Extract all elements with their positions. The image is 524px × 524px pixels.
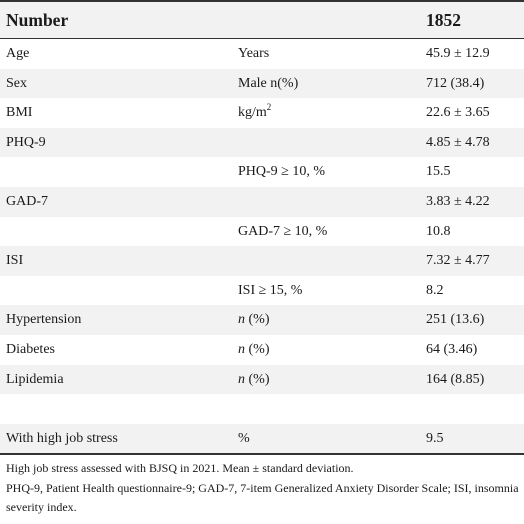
table-row-lipidemia [0, 365, 524, 395]
row-value: 9.5 [426, 430, 444, 446]
table-row-diabetes [0, 335, 524, 365]
unit-text: (%) [245, 371, 270, 387]
table-row-phq9-threshold [0, 157, 524, 187]
row-value: 164 (8.85) [426, 371, 485, 387]
row-label: Sex [6, 75, 27, 91]
footnote-line: High job stress assessed with BJSQ in 2021. Mean ± standard deviation. [6, 461, 354, 475]
row-unit: Years [238, 46, 270, 61]
table-footnote [6, 459, 520, 518]
row-unit: Male n(%) [238, 75, 299, 91]
table-row-bmi [0, 98, 524, 128]
row-label: GAD-7 [6, 193, 48, 209]
row-label: Lipidemia [6, 371, 64, 387]
unit-text: (%) [245, 341, 270, 357]
row-value: 10.8 [426, 223, 451, 239]
table-row-sex [0, 69, 524, 99]
row-label: Diabetes [6, 341, 55, 357]
row-unit [238, 365, 270, 395]
table-row-phq9 [0, 128, 524, 158]
unit-italic: n [238, 312, 245, 328]
row-label: PHQ-9 [6, 134, 46, 150]
row-unit [238, 305, 270, 335]
row-label: With high job stress [6, 430, 118, 446]
row-label: Hypertension [6, 312, 82, 328]
row-unit: PHQ-9 ≥ 10, % [238, 164, 326, 180]
table-row-isi-threshold [0, 276, 524, 306]
table-spacer-row [0, 394, 524, 424]
row-unit: ISI ≥ 15, % [238, 282, 303, 298]
row-value: 251 (13.6) [426, 312, 485, 328]
row-label: Age [6, 46, 30, 61]
row-value: 15.5 [426, 164, 451, 180]
row-unit: GAD-7 ≥ 10, % [238, 223, 328, 239]
footnote-line: PHQ-9, Patient Health questionnaire-9; GAD-7, 7-item Generalized Anxiety Disorder Scale; ISI, insomnia severity index. [6, 480, 519, 514]
row-value: 4.85 ± 4.78 [426, 134, 490, 150]
row-unit: % [238, 430, 250, 446]
table-row-isi [0, 246, 524, 276]
row-unit [238, 98, 271, 128]
unit-italic: n [238, 371, 245, 387]
row-value: 8.2 [426, 282, 444, 298]
unit-text: kg/m [238, 105, 267, 121]
header-value: 1852 [426, 10, 461, 30]
row-value: 22.6 ± 3.65 [426, 105, 490, 121]
row-unit [238, 335, 270, 365]
row-value: 712 (38.4) [426, 75, 485, 91]
header-label: Number [6, 10, 69, 30]
unit-text: (%) [245, 312, 270, 328]
table-row-job-stress [0, 424, 524, 456]
table-row-gad7 [0, 187, 524, 217]
table-row-hypertension [0, 305, 524, 335]
row-value: 3.83 ± 4.22 [426, 193, 490, 209]
row-value: 7.32 ± 4.77 [426, 253, 490, 269]
table-row-age [0, 39, 524, 69]
unit-superscript: 2 [266, 102, 272, 113]
row-value: 45.9 ± 12.9 [426, 46, 490, 61]
row-label: ISI [6, 253, 24, 269]
unit-italic: n [238, 341, 245, 357]
table-header-row [0, 0, 524, 39]
row-value: 64 (3.46) [426, 341, 478, 357]
row-label: BMI [6, 105, 33, 121]
table-row-gad7-threshold [0, 217, 524, 247]
